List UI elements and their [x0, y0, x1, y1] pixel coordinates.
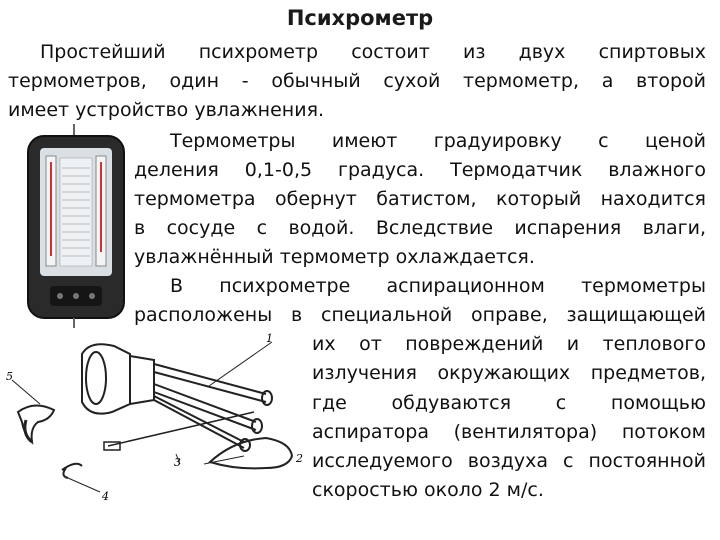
- text-line-16: скоростью около 2 м/с.: [312, 479, 544, 501]
- text-line-1: Простейший психрометр состоит из двух спиртовых: [40, 41, 706, 63]
- text-line-14: аспиратора (вентилятора) потоком: [312, 421, 706, 443]
- aspiration-psychrometer-drawing: [4, 330, 304, 535]
- page-title: Психрометр: [286, 6, 434, 30]
- figure-label-2: 2: [296, 452, 303, 465]
- figure-label-3: 3: [174, 456, 181, 469]
- text-line-3: имеет устройство увлажнения.: [8, 99, 325, 121]
- text-line-10: расположены в специальной оправе, защищающей: [134, 304, 706, 326]
- text-line-15: исследуемого воздуха с постоянной: [312, 450, 706, 472]
- figure-label-1: 1: [266, 332, 273, 345]
- psychrometer-photo: [20, 124, 132, 330]
- figure-label-5: 5: [6, 370, 13, 383]
- figure-label-4: 4: [102, 490, 109, 503]
- text-line-11: их от повреждений и теплового: [312, 333, 706, 355]
- text-line-13: где обдуваются с помощью: [312, 392, 706, 414]
- text-line-12: излучения окружающих предметов,: [312, 362, 706, 384]
- text-line-6: термометра обернут батистом, который находится: [134, 188, 706, 210]
- text-line-9: В психрометре аспирационном термометры: [170, 275, 706, 297]
- text-line-2: термометров, один - обычный сухой термометр, а второй: [8, 70, 706, 92]
- text-line-4: Термометры имеют градуировку с ценой: [170, 130, 706, 152]
- text-line-7: в сосуде с водой. Вследствие испарения влаги,: [134, 217, 706, 239]
- text-line-5: деления 0,1-0,5 градуса. Термодатчик влажного: [134, 159, 706, 181]
- text-line-8: увлажнённый термометр охлаждается.: [134, 246, 535, 268]
